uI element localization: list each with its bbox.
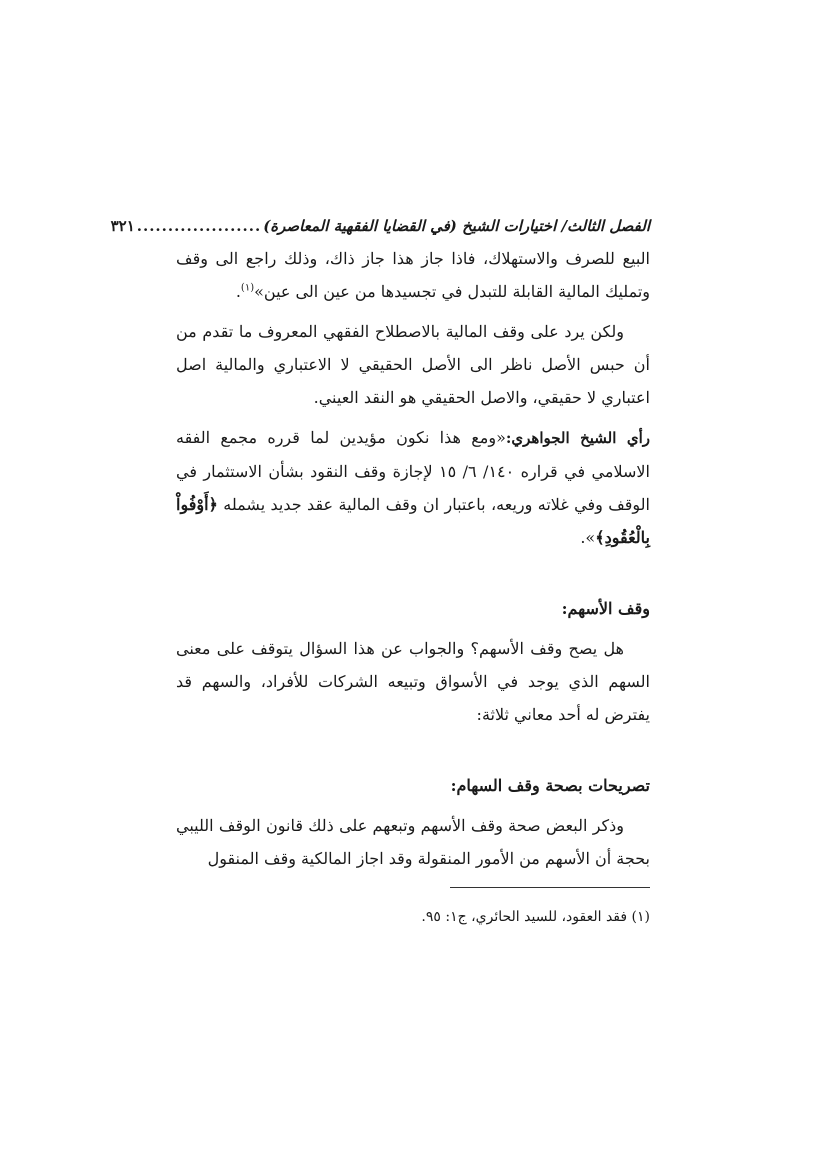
footnote-marker: (١) — [240, 282, 255, 294]
paragraph-3-end: ». — [580, 528, 596, 547]
section-heading-statements: تصريحات بصحة وقف السهام: — [450, 776, 650, 795]
jawahiri-opinion-lead: رأي الشيخ الجواهري: — [505, 429, 650, 447]
paragraph-3 — [176, 421, 650, 554]
header-leader-dots: .................... — [136, 217, 262, 235]
paragraph-5: وذكر البعض صحة وقف الأسهم وتبعهم على ذلك قانون الوقف الليبي بحجة أن الأسهم من الأمور المنقولة وقد اجاز المالكية وقف المنقول — [176, 816, 650, 868]
page-number: ٣٢١ — [110, 217, 135, 235]
paragraph-2: ولكن يرد على وقف المالية بالاصطلاح الفقهي المعروف ما تقدم من أن حبس الأصل ناظر الى الأصل الحقيقي لا الاعتباري والمالية اصل اعتباري لا حقيقي، والاصل الحقيقي هو النقد العيني. — [176, 322, 651, 407]
paragraph-3-text: «ومع هذا نكون مؤيدين لما قرره مجمع الفقه الاسلامي في قراره ١٤٠/ ٦/ ١٥ لإجازة وقف النقود بشأن الاستثمار في الوقف وفي غلاته وريعه، باعتبار ان وقف المالية عقد جديد يشمله — [176, 428, 650, 514]
quran-verse: ﴿أَوْفُواْ بِالْعُقُودِ﴾ — [176, 495, 650, 547]
paragraph-1 — [176, 242, 650, 308]
running-header — [110, 212, 650, 240]
footnote-1: (١) فقد العقود، للسيد الحائري، ج١: ٩٥. — [421, 909, 650, 925]
chapter-title: الفصل الثالث/ اختيارات الشيخ (في القضايا الفقهية المعاصرة) — [263, 217, 650, 235]
section-heading-shares-waqf: وقف الأسهم: — [561, 599, 650, 618]
page-body — [110, 212, 651, 875]
paragraph-1-text: البيع للصرف والاستهلاك، فاذا جاز هذا جاز ذاك، وذلك راجع الى وقف وتمليك المالية القابلة للتبدل في تجسيدها من عين الى عين» — [176, 249, 650, 301]
paragraph-4: هل يصح وقف الأسهم؟ والجواب عن هذا السؤال يتوقف على معنى السهم الذي يوجد في الأسواق وتبيعه الشركات للأفراد، والسهم قد يفترض له أحد معاني ثلاثة: — [176, 639, 650, 724]
paragraph-1-end: . — [235, 282, 241, 301]
footnote-divider — [450, 887, 650, 888]
